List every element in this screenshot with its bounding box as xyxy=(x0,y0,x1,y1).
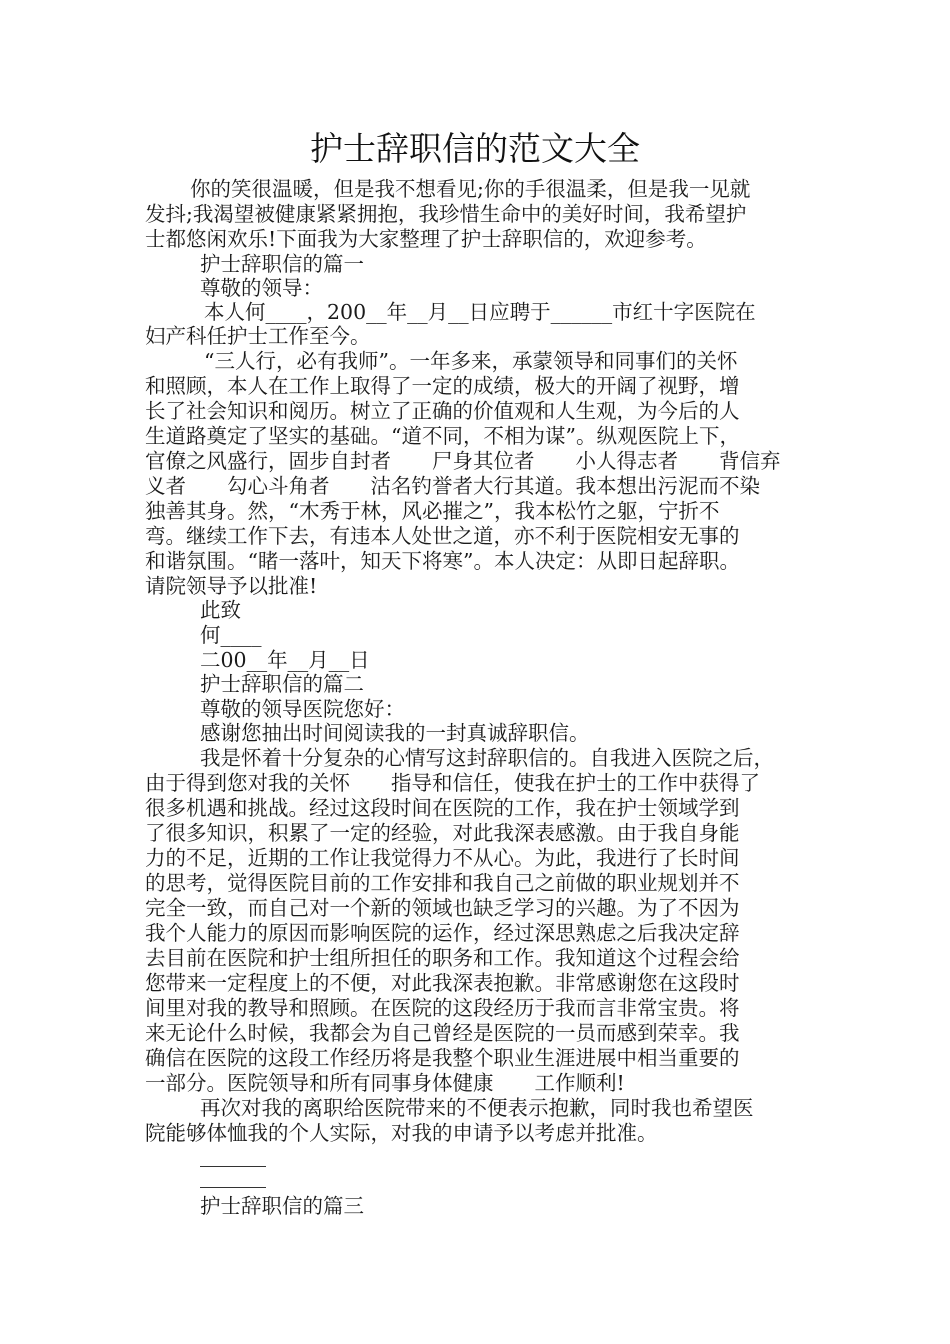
text-line: 请院领导予以批准! xyxy=(145,574,318,598)
text-line: 士都悠闲欢乐!下面我为大家整理了护士辞职信的，欢迎参考。 xyxy=(145,227,707,251)
text-line: 了很多知识，积累了一定的经验，对此我深表感激。由于我自身能 xyxy=(145,821,740,845)
section-heading: 护士辞职信的篇三 xyxy=(200,1194,364,1218)
text-line: “三人行，必有我师”。一年多来，承蒙领导和同事们的关怀 xyxy=(204,349,738,373)
signature-rule xyxy=(200,1187,266,1188)
text-line: 我是怀着十分复杂的心情写这封辞职信的。自我进入医院之后， xyxy=(200,746,774,770)
text-line: 官僚之风盛行，固步自封者 尸身其位者 小人得志者 背信弃 xyxy=(145,449,781,473)
text-line: 来无论什么时候，我都会为自己曾经是医院的一员而感到荣幸。我 xyxy=(145,1021,740,1045)
text-line: 长了社会知识和阅历。树立了正确的价值观和人生观，为今后的人 xyxy=(145,399,740,423)
section-heading: 护士辞职信的篇一 xyxy=(200,252,364,276)
text-line: 很多机遇和挑战。经过这段时间在医院的工作，我在护士领域学到 xyxy=(145,796,740,820)
text-line: 一部分。医院领导和所有同事身体健康 工作顺利! xyxy=(145,1071,625,1095)
text-line: 弯。继续工作下去，有违本人处世之道，亦不利于医院相安无事的 xyxy=(145,524,740,548)
signature-line: 何____ xyxy=(200,623,262,647)
closing-line: 此致 xyxy=(200,598,241,622)
text-line: 感谢您抽出时间阅读我的一封真诚辞职信。 xyxy=(200,721,590,745)
section-heading: 护士辞职信的篇二 xyxy=(200,672,364,696)
text-line: 确信在医院的这段工作经历将是我整个职业生涯进展中相当重要的 xyxy=(145,1046,740,1070)
text-line: 本人何____，200__年__月__日应聘于______市红十字医院在 xyxy=(204,300,756,324)
document-title: 护士辞职信的范文大全 xyxy=(310,129,640,168)
text-line: 生道路奠定了坚实的基础。“道不同，不相为谋”。纵观医院上下， xyxy=(145,424,740,448)
text-line: 的思考，觉得医院目前的工作安排和我自己之前做的职业规划并不 xyxy=(145,871,740,895)
text-line: 你的笑很温暖，但是我不想看见;你的手很温柔，但是我一见就 xyxy=(190,177,751,201)
salutation: 尊敬的领导医院您好： xyxy=(200,697,405,721)
text-line: 和照顾，本人在工作上取得了一定的成绩，极大的开阔了视野，增 xyxy=(145,374,740,398)
text-line: 您带来一定程度上的不便，对此我深表抱歉。非常感谢您在这段时 xyxy=(145,971,740,995)
signature-rule xyxy=(200,1166,266,1167)
text-line: 我个人能力的原因而影响医院的运作，经过深思熟虑之后我决定辞 xyxy=(145,921,740,945)
text-line: 再次对我的离职给医院带来的不便表示抱歉，同时我也希望医 xyxy=(200,1096,754,1120)
text-line: 由于得到您对我的关怀 指导和信任，使我在护士的工作中获得了 xyxy=(145,771,760,795)
text-line: 间里对我的教导和照顾。在医院的这段经历于我而言非常宝贵。将 xyxy=(145,996,740,1020)
text-line: 发抖;我渴望被健康紧紧拥抱，我珍惜生命中的美好时间，我希望护 xyxy=(145,202,747,226)
text-line: 和谐氛围。“睹一落叶，知天下将寒”。本人决定：从即日起辞职。 xyxy=(145,549,740,573)
date-line: 二00__年__月__日 xyxy=(200,648,370,672)
text-line: 独善其身。然，“木秀于林，风必摧之”，我本松竹之躯，宁折不 xyxy=(145,499,720,523)
text-line: 妇产科任护士工作至今。 xyxy=(145,324,371,348)
salutation: 尊敬的领导： xyxy=(200,276,323,300)
text-line: 去目前在医院和护士组所担任的职务和工作。我知道这个过程会给 xyxy=(145,946,740,970)
text-line: 义者 勾心斗角者 沽名钓誉者大行其道。我本想出污泥而不染 xyxy=(145,474,760,498)
text-line: 院能够体恤我的个人实际，对我的申请予以考虑并批准。 xyxy=(145,1121,658,1145)
text-line: 力的不足，近期的工作让我觉得力不从心。为此，我进行了长时间 xyxy=(145,846,740,870)
text-line: 完全一致，而自己对一个新的领域也缺乏学习的兴趣。为了不因为 xyxy=(145,896,740,920)
